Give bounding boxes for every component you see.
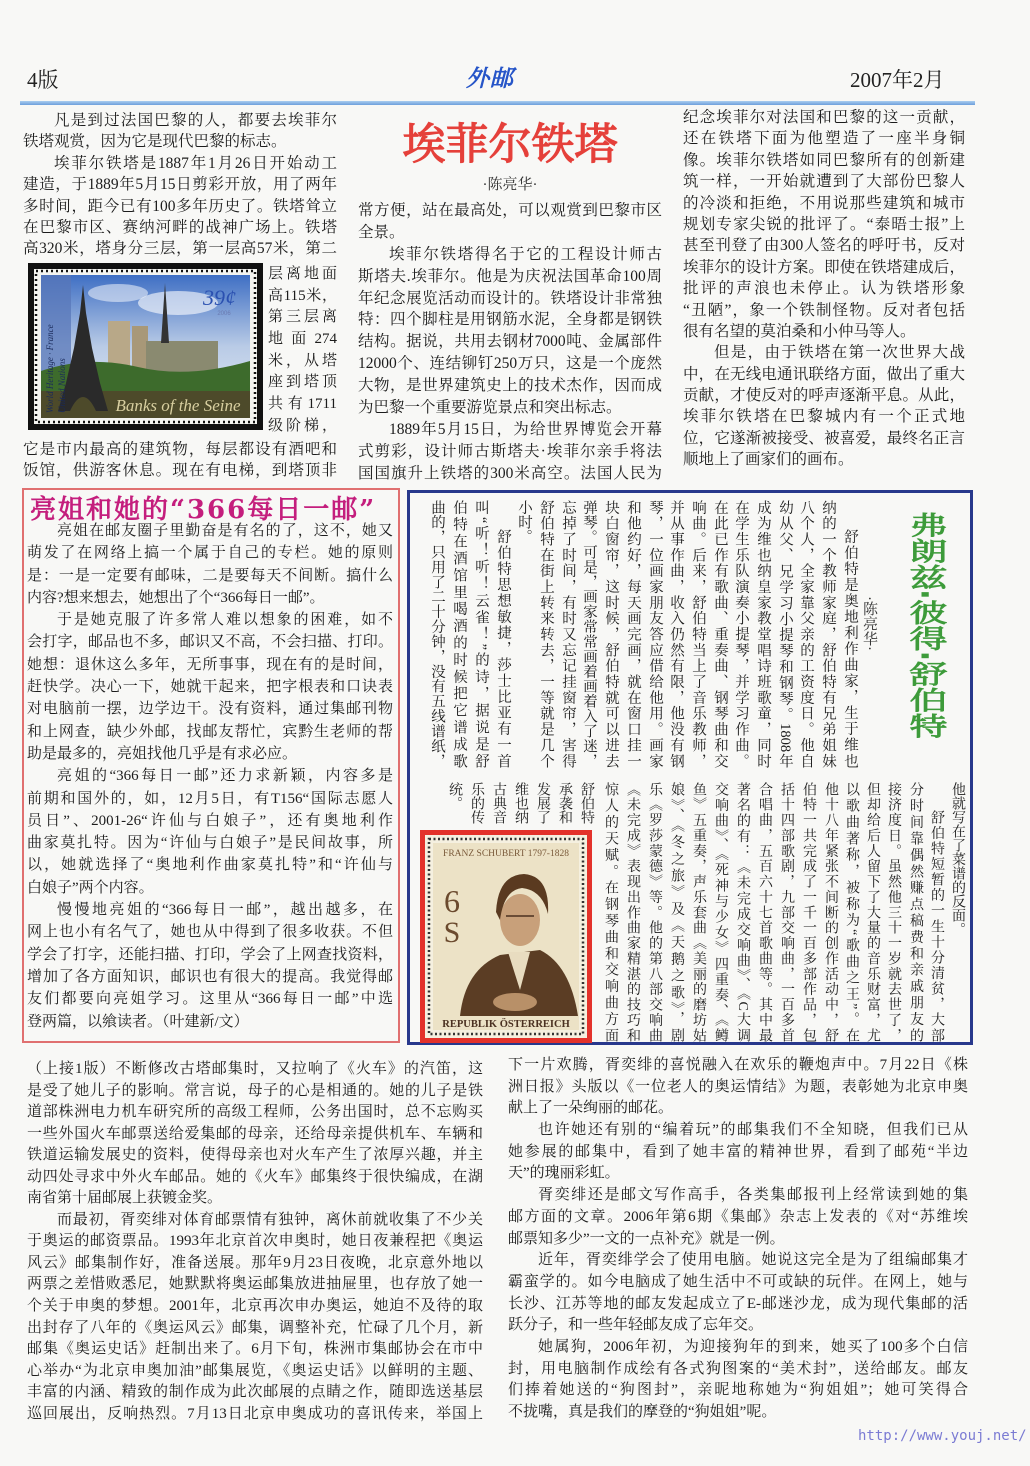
stamp-denomination: 39¢: [203, 285, 236, 310]
text-column: 舒伯特短暂的一生十分清贫，大部: [929, 810, 944, 1042]
text-column: 合唱曲，五百六十七首歌曲等。其中最: [757, 782, 772, 1042]
text-line: 大物，是世界建筑史上的技术杰作，因而成: [358, 377, 662, 395]
text-column: 舒伯特思想敏捷，莎士比亚有一首: [495, 529, 511, 768]
text-column: 乐《罗莎蒙德》等。他的第八部交响曲: [647, 782, 662, 1042]
text-line: 建造，于1889年5月15日剪彩开放，用了两年: [23, 176, 337, 194]
text-line: 在巴黎市区、赛纳河畔的战神广场上。铁塔: [23, 218, 337, 236]
text-line: 筑一样，一开始就遭到了大部份巴黎人: [683, 173, 965, 191]
stamp-currency: S: [443, 916, 461, 949]
text-line: 共有1711: [268, 396, 337, 413]
text-line: 很有名望的莫泊桑和小仲马等人。: [683, 322, 916, 340]
text-column: 响曲。后来，舒伯特当上了音乐教师，: [690, 500, 706, 768]
text-line: 封，用电脑制作成绘有各式狗图案的“美术封”，送给邮友。邮友: [508, 1360, 968, 1377]
text-column: 曲的，只用了二十分钟，没有五线谱纸，: [429, 500, 445, 768]
text-line: 规划专家尖锐的批评了。“泰晤士报”上: [683, 215, 965, 233]
text-column: 伯特在酒馆里喝酒的时候把它谱成歌: [451, 500, 467, 768]
text-column: 他十八年紧张不间断的创作活动中，舒: [823, 782, 838, 1042]
text-line: 她属狗，2006年初，为迎接狗年的到来，她买了100多个白信: [538, 1338, 968, 1355]
text-line: 地面274: [268, 331, 337, 348]
text-line: 铁道运输发展史的资料，使得母亲也对火车产生了浓厚兴趣，并主: [27, 1147, 483, 1164]
text-column: 古典音: [491, 782, 506, 824]
article-title: 亮姐和她的“366每日一邮”: [30, 495, 377, 525]
text-line: 斯塔夫.埃菲尔。他是为庆祝法国革命100周: [358, 267, 662, 285]
text-column: 叫“听！听！云雀！”的诗，据说是舒: [473, 500, 489, 768]
text-line: 巡回展出，反响热烈。7月13日北京申奥成功的喜讯传来，举国上: [27, 1405, 483, 1422]
text-line: 但是，由于铁塔在第一次世界大战: [714, 344, 965, 362]
text-line: 邮票知多少”一文的一点补充》就是一例。: [508, 1230, 785, 1247]
eiffel-stamp-side-column: [268, 264, 337, 438]
text-line: 前期和国外的，如，12月5日，有T156“国际志愿人: [27, 790, 393, 807]
text-column: 舒伯特: [579, 782, 594, 824]
text-line: 顺地上了画家们的画布。: [683, 451, 854, 469]
text-line: 埃菲尔铁塔得名于它的工程设计师古: [389, 245, 662, 263]
text-line: 赶快学。决心一下，她就干起来，把字根表和口诀表: [27, 679, 393, 696]
text-line: 高115米，: [268, 287, 337, 304]
text-column: 舒伯特在街上转来转去，一等就是几个: [538, 500, 554, 768]
text-line: 们捧着她送的“狗图封”，亲昵地称她为“狗姐姐”；她可笑得合: [508, 1382, 968, 1399]
stamp-country: REPUBLIK ÖSTERREICH: [442, 1019, 570, 1030]
article-author: ·陈亮华·: [861, 596, 877, 651]
text-line: 学会了打字，还能扫描、打印，学会了上网查找资料，: [27, 946, 393, 963]
text-line: 级阶梯，: [268, 417, 337, 434]
article-author: ·陈亮华·: [482, 177, 538, 193]
text-column: 交响曲》、《死神与少女》四重奏、《鳟: [713, 782, 728, 1042]
text-line: 式剪彩，设计师古斯塔夫·埃菲尔亲手将法: [358, 442, 662, 460]
article-title: 弗朗兹·彼得·舒伯特: [903, 512, 947, 739]
text-line: 铁塔观赏，因为它是现代巴黎的标志。: [23, 133, 287, 151]
text-line: 心举办“为北京申奥加油”邮集展览，《奥运史话》以鲜明的主题、: [27, 1362, 483, 1379]
text-line: 友们都要向亮姐学习。这里从“366每日一邮”中选: [27, 991, 393, 1008]
text-line: 贡献，才使反对的呼声逐渐平息。从此，: [683, 387, 965, 405]
text-column: 并从事作曲，收入仍然有限，他没有钢: [668, 500, 684, 768]
text-column: 著名的有：《未完成交响曲》、《C大调: [735, 782, 750, 1042]
text-line: 一些外国火车邮票送给爱集邮的母亲，还给母亲提供机车、车辆和: [27, 1125, 483, 1142]
text-line: 洲日报》头版以《一位老人的奥运情结》为题，表彰她为北京申奥: [508, 1078, 968, 1095]
text-line: 也许她还有别的“编着玩”的邮集我们不全知晓，但我们已从: [538, 1122, 968, 1139]
text-line: 饭馆，供游客休息。现在有电梯，到塔顶非: [23, 462, 337, 480]
text-column: 在学生乐队演奏小提琴，并学习作曲。: [733, 500, 749, 768]
text-line: 中，在无线电通讯联络方面，做出了重大: [683, 365, 965, 383]
text-column: 舒伯特是奥地利作曲家，生于维也: [842, 529, 858, 768]
text-line: 霸蛮学的。如今电脑成了她生活中不可或缺的玩伴。在网上，她与: [508, 1273, 968, 1290]
text-line: 埃菲尔铁塔是1887年1月26日开始动工: [54, 154, 337, 172]
text-line: （上接1版）不断修改古塔邮集时，又拉响了《火车》的汽笛，这: [27, 1061, 483, 1077]
stamp-side-text: United Nations: [57, 358, 67, 413]
article-box-schubert: [407, 490, 973, 1045]
eiffel-left-column: [23, 110, 337, 260]
text-line: 国国旗升上铁塔的300米高空。法国人民为: [358, 464, 662, 482]
stamp-caption: Banks of the Seine: [115, 396, 241, 415]
text-line: 高320米，塔身分三层，第一层高57米，第二: [23, 240, 337, 258]
text-line: 亮姐的“366每日一邮”还力求新颖，内容多是: [57, 768, 393, 785]
text-line: 道部株洲电力机车研究所的高级工程师，公务出国时，总不忘购买: [27, 1104, 483, 1121]
article-box-liangjie: [22, 488, 400, 1043]
eiffel-right-column: [683, 107, 965, 471]
text-column: 《未完成》表现出作曲家精湛的技巧和: [625, 782, 640, 1042]
text-line: 会打字，邮品也不多，邮识又不高，不会扫描、打印。: [27, 634, 393, 651]
stamp-denomination: 6: [444, 883, 460, 919]
text-line: 胥奕绯还是邮文写作高手，各类集邮报刊上经常读到她的集: [538, 1187, 968, 1204]
text-line: 批评的声浪也未停止。认为铁塔形象: [683, 280, 965, 298]
footer-url: http://www.youj.net/: [858, 1428, 1027, 1444]
text-column: 统。: [447, 782, 462, 810]
text-line: 网上也小有名气了，她也从中得到了很多收获。不但: [27, 924, 393, 941]
text-line: 特：四个脚柱是用钢筋水泥，全身都是钢铁: [358, 311, 662, 329]
article-title: 埃菲尔铁塔: [402, 120, 618, 170]
eiffel-left-column-bottom: [23, 439, 337, 482]
text-column: 八个人，全家靠父亲的工资度日。他自: [798, 500, 814, 768]
stamp-year: 2006: [217, 311, 231, 317]
text-line: 慢慢地亮姐的“366每日一邮”，越出越多，在: [57, 902, 393, 919]
text-column: 块白窗帘，这时候，舒伯特就可以进去: [603, 500, 619, 768]
text-line: 甚至刊登了由300人签名的呼吁书，反对: [683, 237, 965, 255]
text-line: 于是她克服了许多常人难以想象的困难，如不: [57, 612, 393, 629]
text-line: 而最初，胥奕绯对体育邮票情有独钟，离休前就收集了不少关: [57, 1211, 483, 1228]
text-line: 丰富的内涵、精致的制作成为此次邮展的点睛之作，随即选送基层: [27, 1384, 483, 1401]
text-line: 以，她就选择了“奥地利作曲家莫扎特”和“许仙与: [27, 857, 393, 874]
text-line: 于奥运的邮资票品。1993年北京首次申奥时，她日夜兼程把《奥运: [27, 1233, 483, 1250]
continuation-left-column: [27, 1059, 483, 1425]
text-column: 括十四部歌剧，九部交响曲，一百多首: [779, 782, 794, 1042]
text-line: 登两篇，以飨读者。（叶建新/文）: [27, 1013, 249, 1030]
stamp-banks-of-the-seine: [28, 263, 263, 430]
text-line: 助是最多的，亮姐找他几乎是有求必应。: [27, 745, 298, 762]
text-line: 内容?想来想去，她想出了个“366每日一邮”。: [27, 589, 325, 606]
text-column: 娘》、《冬之旅》及《天鹅之歌》，剧: [669, 782, 684, 1042]
text-column: 幼从父、兄学习小提琴和钢琴。1808年: [777, 500, 793, 768]
text-line: 为巴黎一个重要游览景点和突出标志。: [358, 399, 622, 417]
text-line: 下一片欢腾，胥奕绯的喜悦融入在欢乐的鞭炮声中。7月22日《株: [508, 1057, 968, 1073]
text-line: 纪念埃菲尔对法国和巴黎的这一贡献，: [683, 109, 965, 126]
header-rule: [20, 101, 975, 105]
text-line: “丑陋”，象一个铁制怪物。反对者包括: [683, 301, 965, 319]
text-line: 动四处寻求中外火车邮品。她的《火车》邮集终于很快编成，在湖: [27, 1168, 483, 1185]
text-column: 弹琴。可是，画家常常画着画着入了迷，: [581, 500, 597, 768]
stamp-header: FRANZ SCHUBERT 1797-1828: [443, 849, 569, 859]
text-line: 1889年5月15日，为给世界博览会开幕: [389, 420, 662, 438]
text-column: 鱼》五重奏，声乐套曲《美丽的磨坊姑: [691, 782, 706, 1042]
text-line: 年纪念展览活动而设计的。铁塔设计非常独: [358, 289, 662, 307]
text-column: 他就写在了菜谱的反面。: [950, 782, 965, 936]
text-line: 12000个、连结铆钉250万只，这是一个庞然: [358, 355, 662, 373]
text-line: 出封存了八年的《奥运风云》邮集，调整补充，忙碌了几个月，新: [27, 1319, 483, 1336]
text-column: 忘掉了时间，有时又忘记挂窗帘，害得: [560, 500, 576, 768]
stamp-eiffel-image: [28, 263, 263, 430]
text-line: 层离地面: [268, 266, 337, 282]
text-line: 第三层离: [268, 309, 337, 326]
text-column: 纳的一个教师家庭，舒伯特有兄弟姐妹: [820, 500, 836, 768]
text-column: 但却给后人留下了大量的音乐财富，尤: [865, 782, 880, 1042]
text-column: 承袭和: [557, 782, 572, 824]
stamp-side-text: World Heritage · France: [45, 324, 55, 413]
stamp-schubert-image: [420, 830, 592, 1043]
text-line: 南省第十届邮展上获镀金奖。: [27, 1190, 223, 1207]
text-line: 埃菲尔的设计方案。即使在铁塔建成后，: [683, 258, 965, 276]
text-line: 白娘子”两个内容。: [27, 879, 154, 896]
text-line: 亮姐在邮友圈子里勤奋是有名的了，这不，她又: [57, 523, 393, 539]
text-line: 近年，胥奕绯学会了使用电脑。她说这完全是为了组编邮集才: [538, 1252, 968, 1269]
text-line: 萌发了在网络上搞一个属于自己的专栏。她的原则: [27, 545, 393, 562]
text-line: 个关于申奥的梦想。2001年，北京再次申办奥运，她迫不及待的取: [27, 1298, 483, 1315]
text-column: 乐的传: [469, 782, 484, 824]
text-line: 是受了她儿子的影响。常言说，母子的心是相通的。她的儿子是铁: [27, 1082, 483, 1099]
text-line: 凡是到过法国巴黎的人，都要去埃菲尔: [54, 112, 337, 129]
text-column: 分时间靠偶然赚点稿费和亲戚朋友的: [908, 782, 923, 1042]
section-title: 外邮: [466, 66, 514, 92]
text-column: 接济度日。虽然他三十一岁就去世了，: [886, 782, 901, 1042]
text-line: 邮集《奥运史话》赶制出来了。6月下旬，株洲市集邮协会在市中: [27, 1341, 483, 1358]
continuation-right-column: [508, 1055, 968, 1424]
text-line: 对电脑前一摆，边学边干。没有资料，通过集邮刊物: [27, 701, 393, 718]
text-line: 增加了各方面知识，邮识也有很大的提高。我觉得邮: [27, 968, 393, 985]
text-line: 献上了一朵绚丽的邮花。: [508, 1100, 674, 1117]
stamp-franz-schubert: [420, 830, 592, 1043]
text-line: 长沙、江苏等地的邮友发起成立了E-邮迷沙龙，成为现代集邮的活: [508, 1295, 968, 1312]
text-line: 曲家莫扎特。因为“许仙与白娘子”是民间故事，所: [27, 835, 393, 852]
text-column: 发展了: [535, 782, 550, 824]
text-line: 和上网查，缺少外邮，找邮友帮忙，宾黔生老师的帮: [27, 723, 393, 740]
text-column: 在此已作有歌曲、重奏曲、钢琴曲和交: [712, 500, 728, 768]
text-line: 她想：退休这么多年，无所事事，现在有的是时间，: [27, 656, 393, 673]
text-column: 伯特一共完成了一千一百多部作品，包: [801, 782, 816, 1042]
text-line: 两票之差惜败悉尼，她默默将奥运邮集放进抽屉里，也存放了她一: [27, 1276, 483, 1293]
text-line: 邮方面的文章。2006年第6期《集邮》杂志上发表的《对“苏维埃: [508, 1208, 968, 1225]
eiffel-center-column: [358, 200, 662, 485]
text-line: 位，它遂渐被接受、被喜爱，最终名正言: [683, 429, 965, 447]
text-line: 埃菲尔铁塔在巴黎城内有一个正式地: [683, 408, 965, 426]
text-line: 跃分子，和一些年轻邮友成了忘年交。: [508, 1317, 764, 1334]
text-line: 像。埃菲尔铁塔如同巴黎所有的创新建: [683, 151, 965, 169]
text-column: 和他约好，每天画完画，就在窗口挂一: [625, 500, 641, 768]
text-line: 风云》邮集制作好，准备送展。那年9月23日夜晚，北京意外地以: [27, 1254, 483, 1271]
text-line: 座到塔顶: [268, 374, 337, 391]
liangjie-body: [27, 520, 393, 1033]
page-number: 4版: [27, 68, 59, 92]
text-line: 员日”、2001-26“许仙与白娘子”，还有奥地利作: [27, 812, 393, 829]
text-column: 维也纳: [513, 782, 528, 824]
text-line: 多时间，距今已有100多年历史了。铁塔耸立: [23, 197, 337, 215]
text-line: 她参展的邮集中，看到了她丰富的精神世界，看到了邮苑“半边: [508, 1143, 968, 1160]
text-line: 不拢嘴，真是我们的摩登的“狗姐姐”呢。: [508, 1404, 777, 1420]
text-line: 米，从塔: [268, 352, 337, 369]
text-line: 结构。据说，共用去钢材7000吨、金属部件: [358, 333, 662, 351]
text-line: 是：一是一定要有邮味，二是要每天不间断。搞什么: [27, 567, 393, 584]
text-column: 惊人的天赋。在钢琴曲和交响曲方面: [603, 782, 618, 1042]
text-column: 成为维也纳皇家教堂唱诗班歌童，同时: [755, 500, 771, 768]
issue-date: 2007年2月: [850, 68, 945, 92]
text-column: 小时。: [516, 500, 532, 544]
text-line: 的冷淡和拒绝，不用说那些建筑和城市: [683, 194, 965, 212]
text-column: 以歌曲著称，被称为“歌曲之王”。在: [844, 782, 859, 1042]
text-line: 它是市内最高的建筑物，每层都设有酒吧和: [23, 441, 337, 458]
text-line: 还在铁塔下面为他塑造了一座半身铜: [683, 130, 965, 148]
text-column: 琴，一位画家朋友答应借给他用。画家: [647, 500, 663, 768]
text-line: 天”的瑰丽彩虹。: [508, 1165, 620, 1182]
text-line: 常方便，站在最高处，可以观赏到巴黎市区: [358, 202, 662, 219]
text-line: 全景。: [358, 223, 405, 241]
